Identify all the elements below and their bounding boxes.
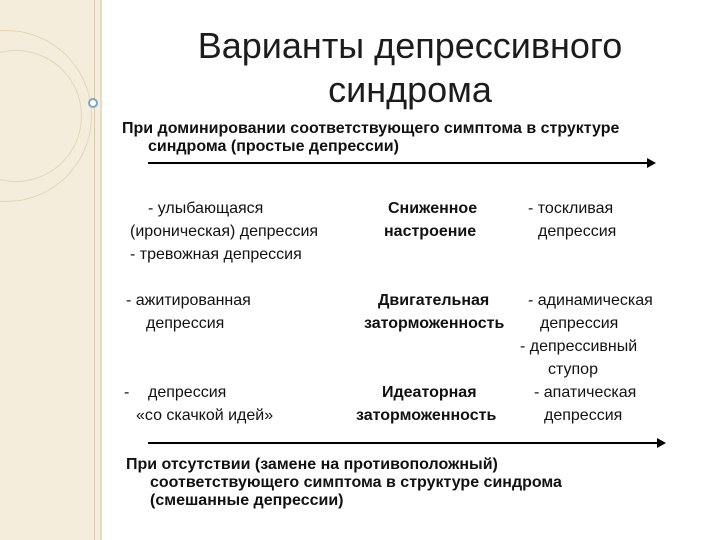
row3-center-line1: Идеаторная — [382, 384, 477, 401]
row3-center-line2: заторможенность — [356, 407, 497, 424]
row1-right-line2: депрессия — [538, 223, 617, 240]
row3-right-line2: депрессия — [544, 407, 623, 424]
outro-line-3: (смешанные депрессии) — [150, 492, 344, 509]
row2-left-line1: - ажитированная — [126, 292, 251, 309]
bottom-arrow — [148, 442, 658, 444]
row2-left-line2: депрессия — [146, 315, 225, 332]
slide-title — [130, 24, 690, 112]
outro-line-2: соответствующего симптома в структуре синдрома — [150, 474, 562, 491]
outro-line-1: При отсутствии (замене на противоположный) — [126, 456, 498, 473]
row1-left-line1: - улыбающаяся — [148, 200, 264, 217]
row2-center-line2: заторможенность — [364, 315, 505, 332]
row3-left-dash: - — [124, 384, 130, 401]
row2-right-line2: депрессия — [540, 315, 619, 332]
title-line-1: Варианты депрессивного — [197, 25, 623, 66]
row3-left-line1: депрессия — [148, 384, 227, 401]
row1-center-line2: настроение — [384, 223, 477, 240]
row2-center-line1: Двигательная — [378, 292, 490, 309]
row3-right-line1: - апатическая — [534, 384, 637, 401]
row2-right-line3: - депрессивный — [520, 338, 638, 355]
row1-left-line3: - тревожная депрессия — [130, 246, 302, 263]
row1-right-line1: - тоскливая — [528, 200, 614, 217]
row2-right-line4: ступор — [548, 361, 598, 378]
row1-center-line1: Сниженное — [388, 200, 478, 217]
row1-left-line2: (ироническая) депрессия — [130, 223, 319, 240]
bullet-ring-icon — [88, 98, 98, 108]
row3-left-line2: «со скачкой идей» — [136, 407, 274, 424]
title-line-2: синдрома — [328, 69, 492, 110]
intro-line-1: При доминировании соответствующего симптома в структуре — [122, 120, 620, 137]
row2-right-line1: - адинамическая — [528, 292, 653, 309]
top-arrow — [148, 162, 648, 164]
sidebar-stripe — [94, 0, 95, 540]
intro-line-2: синдрома (простые депрессии) — [148, 138, 399, 155]
